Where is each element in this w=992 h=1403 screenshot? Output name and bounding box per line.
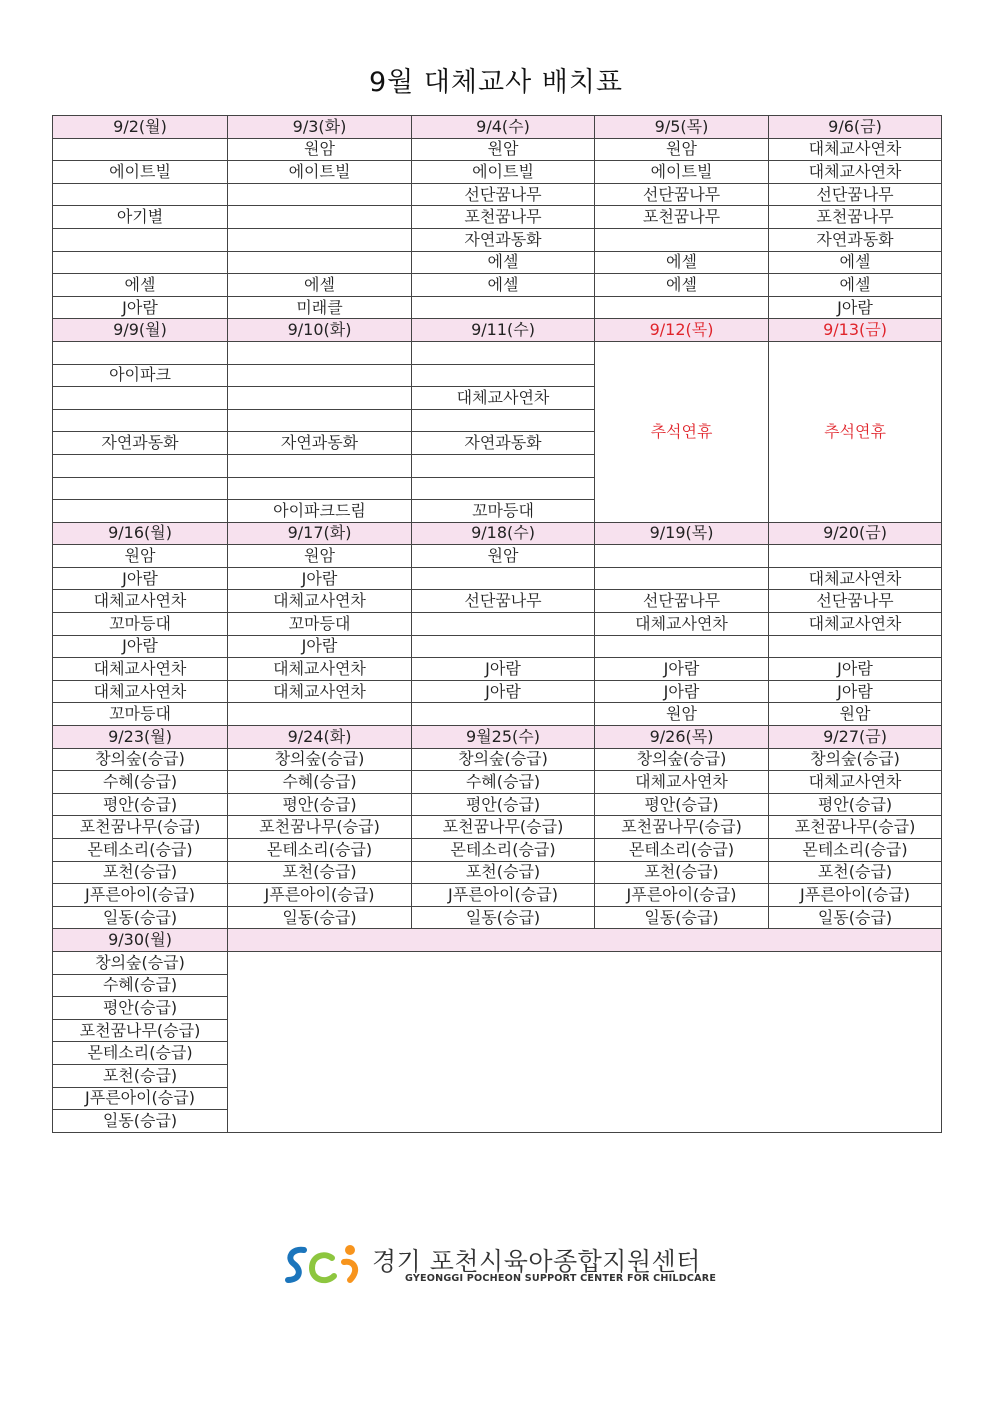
assignment-cell: J아람 (769, 680, 942, 703)
assignment-cell: 선단꿈나무 (769, 590, 942, 613)
assignment-cell: 창의숲(승급) (595, 748, 769, 771)
assignment-cell: 에이트빌 (228, 161, 412, 184)
assignment-cell: 수혜(승급) (412, 771, 595, 794)
assignment-cell (769, 545, 942, 568)
date-header: 9/4(수) (412, 116, 595, 139)
assignment-cell: 일동(승급) (595, 906, 769, 929)
assignment-cell: 선단꿈나무 (769, 183, 942, 206)
assignment-cell: 대체교사연차 (769, 138, 942, 161)
assignment-cell: 대체교사연차 (769, 567, 942, 590)
assignment-cell: J푸른아이(승급) (412, 884, 595, 907)
date-header: 9/20(금) (769, 522, 942, 545)
table-row (53, 658, 942, 681)
assignment-cell: J아람 (228, 567, 412, 590)
assignment-cell: 에셀 (595, 274, 769, 297)
table-row (53, 951, 942, 974)
assignment-cell: 자연과동화 (228, 432, 412, 455)
assignment-cell: J푸른아이(승급) (769, 884, 942, 907)
assignment-cell: 에셀 (595, 251, 769, 274)
assignment-cell: 에셀 (412, 274, 595, 297)
date-header: 9/5(목) (595, 116, 769, 139)
table-row (53, 884, 942, 907)
assignment-cell: 에셀 (53, 274, 228, 297)
assignment-cell: 꼬마등대 (412, 500, 595, 523)
assignment-cell: 대체교사연차 (595, 613, 769, 636)
assignment-cell (412, 477, 595, 500)
assignment-cell: 대체교사연차 (53, 680, 228, 703)
assignment-cell: J아람 (769, 658, 942, 681)
assignment-cell: 에이트빌 (53, 161, 228, 184)
table-row (53, 341, 942, 364)
assignment-cell: 에셀 (228, 274, 412, 297)
assignment-cell: J푸른아이(승급) (595, 884, 769, 907)
assignment-cell: 원암 (769, 703, 942, 726)
assignment-cell: J아람 (228, 635, 412, 658)
empty-area (228, 951, 942, 1132)
date-header: 9/19(목) (595, 522, 769, 545)
substitute-teacher-schedule-table (52, 115, 942, 1133)
assignment-cell (412, 409, 595, 432)
assignment-cell: J푸른아이(승급) (53, 884, 228, 907)
page-title: 9월 대체교사 배치표 (369, 67, 623, 98)
assignment-cell: 포천(승급) (53, 1064, 228, 1087)
assignment-cell: 원암 (412, 138, 595, 161)
assignment-cell: 포천(승급) (53, 861, 228, 884)
assignment-cell: 포천(승급) (412, 861, 595, 884)
date-header: 9/18(수) (412, 522, 595, 545)
assignment-cell (228, 364, 412, 387)
date-header: 9/2(월) (53, 116, 228, 139)
assignment-cell: J아람 (53, 567, 228, 590)
date-header: 9/9(월) (53, 319, 228, 342)
assignment-cell: 몬테소리(승급) (53, 839, 228, 862)
assignment-cell (53, 251, 228, 274)
assignment-cell: 대체교사연차 (595, 771, 769, 794)
assignment-cell: J푸른아이(승급) (228, 884, 412, 907)
table-row (53, 545, 942, 568)
assignment-cell: 몬테소리(승급) (53, 1042, 228, 1065)
assignment-cell: J아람 (412, 658, 595, 681)
assignment-cell (412, 613, 595, 636)
center-logo (284, 1240, 717, 1290)
assignment-cell: 자연과동화 (769, 228, 942, 251)
date-header: 9/17(화) (228, 522, 412, 545)
assignment-cell: 대체교사연차 (228, 658, 412, 681)
assignment-cell: 선단꿈나무 (412, 590, 595, 613)
table-row (53, 839, 942, 862)
assignment-cell: 일동(승급) (228, 906, 412, 929)
table-row (53, 680, 942, 703)
center-name-english: GYEONGGI POCHEON SUPPORT CENTER FOR CHILDCARE (405, 1273, 717, 1284)
table-row (53, 906, 942, 929)
assignment-cell: 포천꿈나무(승급) (412, 816, 595, 839)
assignment-cell: 미래클 (228, 296, 412, 319)
assignment-cell: 평안(승급) (412, 793, 595, 816)
assignment-cell: 원암 (228, 138, 412, 161)
assignment-cell: 아이파크 (53, 364, 228, 387)
week5-header-row (53, 929, 942, 952)
assignment-cell (228, 477, 412, 500)
sci-logo-icon (284, 1240, 364, 1290)
date-header: 9/24(화) (228, 726, 412, 749)
assignment-cell (228, 228, 412, 251)
assignment-cell: 선단꿈나무 (595, 183, 769, 206)
assignment-cell: 창의숲(승급) (228, 748, 412, 771)
assignment-cell (228, 251, 412, 274)
assignment-cell: 포천꿈나무 (595, 206, 769, 229)
date-header: 9/26(목) (595, 726, 769, 749)
table-row (53, 793, 942, 816)
assignment-cell (228, 183, 412, 206)
assignment-cell: 포천꿈나무(승급) (53, 1019, 228, 1042)
holiday-cell: 추석연휴 (595, 341, 769, 522)
date-header: 9/16(월) (53, 522, 228, 545)
assignment-cell (228, 409, 412, 432)
assignment-cell: 원암 (595, 138, 769, 161)
assignment-cell: 포천(승급) (769, 861, 942, 884)
assignment-cell: 몬테소리(승급) (769, 839, 942, 862)
assignment-cell (595, 635, 769, 658)
date-header: 9/3(화) (228, 116, 412, 139)
assignment-cell: 대체교사연차 (53, 658, 228, 681)
assignment-cell: 평안(승급) (53, 997, 228, 1020)
assignment-cell: 일동(승급) (53, 1110, 228, 1133)
assignment-cell (228, 206, 412, 229)
assignment-cell: 대체교사연차 (228, 590, 412, 613)
date-header: 9/30(월) (53, 929, 228, 952)
assignment-cell: 대체교사연차 (769, 771, 942, 794)
assignment-cell: 창의숲(승급) (53, 951, 228, 974)
assignment-cell: J푸른아이(승급) (53, 1087, 228, 1110)
assignment-cell: 아이파크드림 (228, 500, 412, 523)
assignment-cell: 꼬마등대 (228, 613, 412, 636)
assignment-cell (228, 454, 412, 477)
assignment-cell (595, 228, 769, 251)
assignment-cell: 수혜(승급) (53, 974, 228, 997)
assignment-cell: 원암 (53, 545, 228, 568)
assignment-cell (228, 703, 412, 726)
assignment-cell: 수혜(승급) (53, 771, 228, 794)
date-header: 9/10(화) (228, 319, 412, 342)
assignment-cell: 포천(승급) (228, 861, 412, 884)
assignment-cell: 자연과동화 (412, 432, 595, 455)
assignment-cell: 창의숲(승급) (769, 748, 942, 771)
date-header: 9/11(수) (412, 319, 595, 342)
table-row (53, 748, 942, 771)
assignment-cell: 에이트빌 (412, 161, 595, 184)
assignment-cell: 포천꿈나무(승급) (769, 816, 942, 839)
assignment-cell: 일동(승급) (412, 906, 595, 929)
assignment-cell: 자연과동화 (412, 228, 595, 251)
assignment-cell: 평안(승급) (769, 793, 942, 816)
assignment-cell: 창의숲(승급) (412, 748, 595, 771)
assignment-cell (53, 409, 228, 432)
table-row (53, 228, 942, 251)
assignment-cell: 포천꿈나무(승급) (595, 816, 769, 839)
table-row (53, 771, 942, 794)
assignment-cell: J아람 (769, 296, 942, 319)
table-row (53, 161, 942, 184)
center-name-korean: 경기 포천시육아종합지원센터 (372, 1247, 701, 1276)
empty-header-cell (228, 929, 942, 952)
assignment-cell (412, 454, 595, 477)
assignment-cell: 대체교사연차 (769, 613, 942, 636)
assignment-cell (53, 477, 228, 500)
holiday-date-header: 9/12(목) (595, 319, 769, 342)
assignment-cell (595, 296, 769, 319)
assignment-cell (53, 454, 228, 477)
date-header: 9/23(월) (53, 726, 228, 749)
assignment-cell (53, 228, 228, 251)
assignment-cell: 에셀 (769, 274, 942, 297)
assignment-cell: 대체교사연차 (412, 387, 595, 410)
assignment-cell: 에셀 (412, 251, 595, 274)
table-row (53, 567, 942, 590)
week4-header-row (53, 726, 942, 749)
assignment-cell (769, 635, 942, 658)
assignment-cell: 에이트빌 (595, 161, 769, 184)
table-row (53, 274, 942, 297)
assignment-cell: 대체교사연차 (53, 590, 228, 613)
holiday-cell: 추석연휴 (769, 341, 942, 522)
assignment-cell: 평안(승급) (53, 793, 228, 816)
assignment-cell: 포천꿈나무(승급) (53, 816, 228, 839)
assignment-cell (53, 341, 228, 364)
assignment-cell: 원암 (595, 703, 769, 726)
assignment-cell: 평안(승급) (595, 793, 769, 816)
assignment-cell (412, 341, 595, 364)
assignment-cell: 선단꿈나무 (595, 590, 769, 613)
week2-header-row (53, 319, 942, 342)
assignment-cell: 몬테소리(승급) (412, 839, 595, 862)
assignment-cell: 원암 (412, 545, 595, 568)
assignment-cell (412, 703, 595, 726)
assignment-cell (53, 387, 228, 410)
table-row (53, 138, 942, 161)
assignment-cell: 수혜(승급) (228, 771, 412, 794)
assignment-cell: 꼬마등대 (53, 703, 228, 726)
table-row (53, 635, 942, 658)
assignment-cell: 아기별 (53, 206, 228, 229)
assignment-cell (228, 387, 412, 410)
assignment-cell: 원암 (228, 545, 412, 568)
holiday-date-header: 9/13(금) (769, 319, 942, 342)
date-header: 9월25(수) (412, 726, 595, 749)
assignment-cell (53, 183, 228, 206)
assignment-cell: 에셀 (769, 251, 942, 274)
assignment-cell (595, 545, 769, 568)
assignment-cell: 일동(승급) (769, 906, 942, 929)
date-header: 9/27(금) (769, 726, 942, 749)
assignment-cell: 대체교사연차 (228, 680, 412, 703)
assignment-cell: 포천(승급) (595, 861, 769, 884)
table-row (53, 613, 942, 636)
assignment-cell: J아람 (595, 658, 769, 681)
assignment-cell: 자연과동화 (53, 432, 228, 455)
assignment-cell: 몬테소리(승급) (228, 839, 412, 862)
assignment-cell (412, 567, 595, 590)
assignment-cell: 선단꿈나무 (412, 183, 595, 206)
table-row (53, 861, 942, 884)
week3-header-row (53, 522, 942, 545)
week1-header-row (53, 116, 942, 139)
assignment-cell (412, 364, 595, 387)
assignment-cell (595, 567, 769, 590)
table-row (53, 251, 942, 274)
assignment-cell: 포천꿈나무(승급) (228, 816, 412, 839)
assignment-cell: 창의숲(승급) (53, 748, 228, 771)
assignment-cell: J아람 (53, 635, 228, 658)
assignment-cell: 포천꿈나무 (412, 206, 595, 229)
table-row (53, 183, 942, 206)
assignment-cell (412, 635, 595, 658)
assignment-cell (53, 500, 228, 523)
assignment-cell (53, 138, 228, 161)
table-row (53, 206, 942, 229)
table-row (53, 703, 942, 726)
table-row (53, 590, 942, 613)
assignment-cell: 대체교사연차 (769, 161, 942, 184)
assignment-cell: J아람 (412, 680, 595, 703)
assignment-cell (228, 341, 412, 364)
assignment-cell: J아람 (595, 680, 769, 703)
assignment-cell: 평안(승급) (228, 793, 412, 816)
date-header: 9/6(금) (769, 116, 942, 139)
assignment-cell: J아람 (53, 296, 228, 319)
table-row (53, 816, 942, 839)
assignment-cell: 몬테소리(승급) (595, 839, 769, 862)
assignment-cell: 꼬마등대 (53, 613, 228, 636)
assignment-cell (412, 296, 595, 319)
assignment-cell: 일동(승급) (53, 906, 228, 929)
assignment-cell: 포천꿈나무 (769, 206, 942, 229)
table-row (53, 296, 942, 319)
